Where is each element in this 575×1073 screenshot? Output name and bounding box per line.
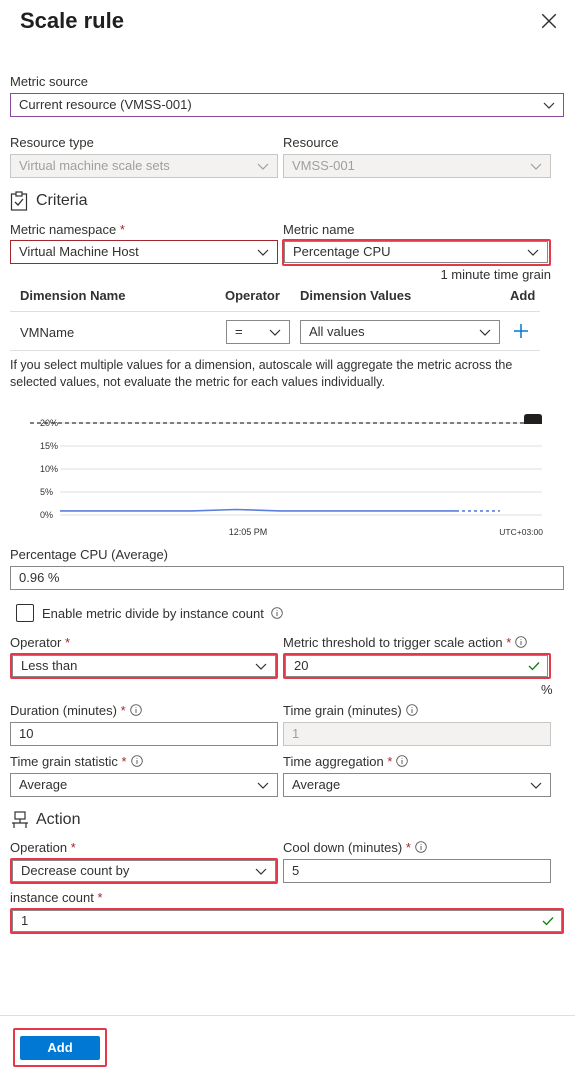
add-button[interactable]: Add (20, 1036, 100, 1060)
chevron-down-icon (269, 326, 281, 338)
metric-namespace-dropdown[interactable] (10, 240, 278, 264)
threshold-label: Metric threshold to trigger scale action * (283, 635, 527, 650)
operator-dropdown[interactable] (12, 655, 276, 677)
resource-type-dropdown (10, 154, 278, 178)
chevron-down-icon (257, 246, 269, 258)
dimension-name-header: Dimension Name (20, 288, 126, 303)
chevron-down-icon (530, 160, 542, 172)
time-grain-input (283, 722, 551, 746)
aggregate-value-field (10, 566, 564, 590)
info-icon[interactable] (515, 636, 527, 648)
resource-type-value: Virtual machine scale sets (19, 158, 170, 173)
time-aggregation-label: Time aggregation * (283, 754, 408, 769)
metric-name-dropdown[interactable] (284, 241, 548, 263)
close-icon[interactable] (540, 12, 558, 30)
threshold-value: 20 (294, 658, 309, 673)
timezone-label: UTC+03:00 (499, 527, 543, 537)
resource-dropdown (283, 154, 551, 178)
dimension-operator-dropdown[interactable] (226, 320, 290, 344)
chevron-down-icon (530, 779, 542, 791)
threshold-input[interactable] (285, 655, 548, 677)
chevron-down-icon (479, 326, 491, 338)
table-divider (10, 350, 540, 351)
resource-type-label: Resource type (10, 135, 94, 150)
metric-chart (0, 405, 575, 545)
time-grain-statistic-label: Time grain statistic * (10, 754, 143, 769)
info-icon[interactable] (271, 607, 283, 619)
scale-action-icon (10, 810, 30, 830)
y-tick-label: 5% (40, 487, 54, 497)
metric-namespace-value: Virtual Machine Host (19, 244, 139, 259)
criteria-heading: Criteria (36, 192, 88, 209)
checkmark-icon (541, 914, 555, 928)
time-aggregation-value: Average (292, 777, 341, 792)
resource-label: Resource (283, 135, 339, 150)
dimension-values-dropdown[interactable] (300, 320, 500, 344)
metric-source-dropdown[interactable] (10, 93, 564, 117)
metric-namespace-label: Metric namespace * (10, 222, 125, 237)
time-grain-statistic-value: Average (19, 777, 68, 792)
chevron-down-icon (257, 779, 269, 791)
chevron-down-icon (257, 160, 269, 172)
instance-count-label: instance count * (10, 890, 103, 905)
cool-down-input[interactable] (283, 859, 551, 883)
action-heading: Action (36, 811, 81, 828)
dimension-operator-value: = (235, 324, 243, 339)
dimension-values-value: All values (309, 324, 365, 339)
add-header: Add (510, 288, 536, 303)
operation-value: Decrease count by (21, 863, 130, 878)
series-line (60, 510, 456, 511)
divide-checkbox[interactable] (16, 604, 34, 622)
threshold-unit: % (541, 682, 553, 697)
metric-name-value: Percentage CPU (293, 244, 391, 259)
info-icon[interactable] (131, 755, 143, 767)
info-icon[interactable] (396, 755, 408, 767)
operator-value: Less than (21, 658, 78, 673)
footer-divider (0, 1015, 575, 1016)
dimension-values-header: Dimension Values (300, 288, 412, 303)
operation-dropdown[interactable] (12, 860, 276, 882)
duration-value: 10 (19, 726, 34, 741)
metric-source-label: Metric source (10, 74, 89, 89)
chevron-down-icon (255, 865, 267, 877)
operator-header: Operator (225, 288, 280, 303)
time-grain-note: 1 minute time grain (440, 267, 551, 282)
time-grain-value: 1 (292, 726, 300, 741)
aggregate-label: Percentage CPU (Average) (10, 547, 169, 562)
instance-count-input[interactable] (12, 910, 562, 932)
y-tick-label: 10% (40, 464, 59, 474)
dimension-row-name: VMName (20, 325, 75, 340)
chevron-down-icon (255, 660, 267, 672)
y-tick-label: 0% (40, 510, 54, 520)
info-icon[interactable] (130, 704, 142, 716)
chevron-down-icon (527, 246, 539, 258)
chevron-down-icon (543, 99, 555, 111)
metric-source-value: Current resource (VMSS-001) (19, 97, 192, 112)
metric-name-label: Metric name (283, 222, 355, 237)
threshold-marker (524, 414, 542, 424)
panel-title: Scale rule (20, 8, 124, 33)
table-divider (10, 311, 540, 312)
instance-count-value: 1 (21, 913, 29, 928)
info-icon[interactable] (415, 841, 427, 853)
dimension-note: If you select multiple values for a dimension, autoscale will aggregate the metric across the selected values, not evaluate the metric for each values individually. (10, 358, 513, 389)
operator-label: Operator * (10, 635, 70, 650)
time-grain-statistic-dropdown[interactable] (10, 773, 278, 797)
time-grain-label: Time grain (minutes) (283, 703, 418, 718)
x-tick-label: 12:05 PM (228, 527, 268, 537)
y-tick-label: 20% (40, 418, 59, 428)
time-aggregation-dropdown[interactable] (283, 773, 551, 797)
cool-down-value: 5 (292, 863, 300, 878)
cool-down-label: Cool down (minutes) * (283, 840, 427, 855)
clipboard-check-icon (10, 191, 28, 211)
operation-label: Operation * (10, 840, 76, 855)
resource-value: VMSS-001 (292, 158, 355, 173)
checkmark-icon (527, 659, 541, 673)
duration-input[interactable] (10, 722, 278, 746)
aggregate-value: 0.96 % (19, 570, 60, 585)
y-tick-label: 15% (40, 441, 59, 451)
divide-checkbox-label: Enable metric divide by instance count (42, 606, 283, 621)
add-dimension-icon[interactable] (512, 322, 530, 340)
info-icon[interactable] (406, 704, 418, 716)
duration-label: Duration (minutes) * (10, 703, 142, 718)
